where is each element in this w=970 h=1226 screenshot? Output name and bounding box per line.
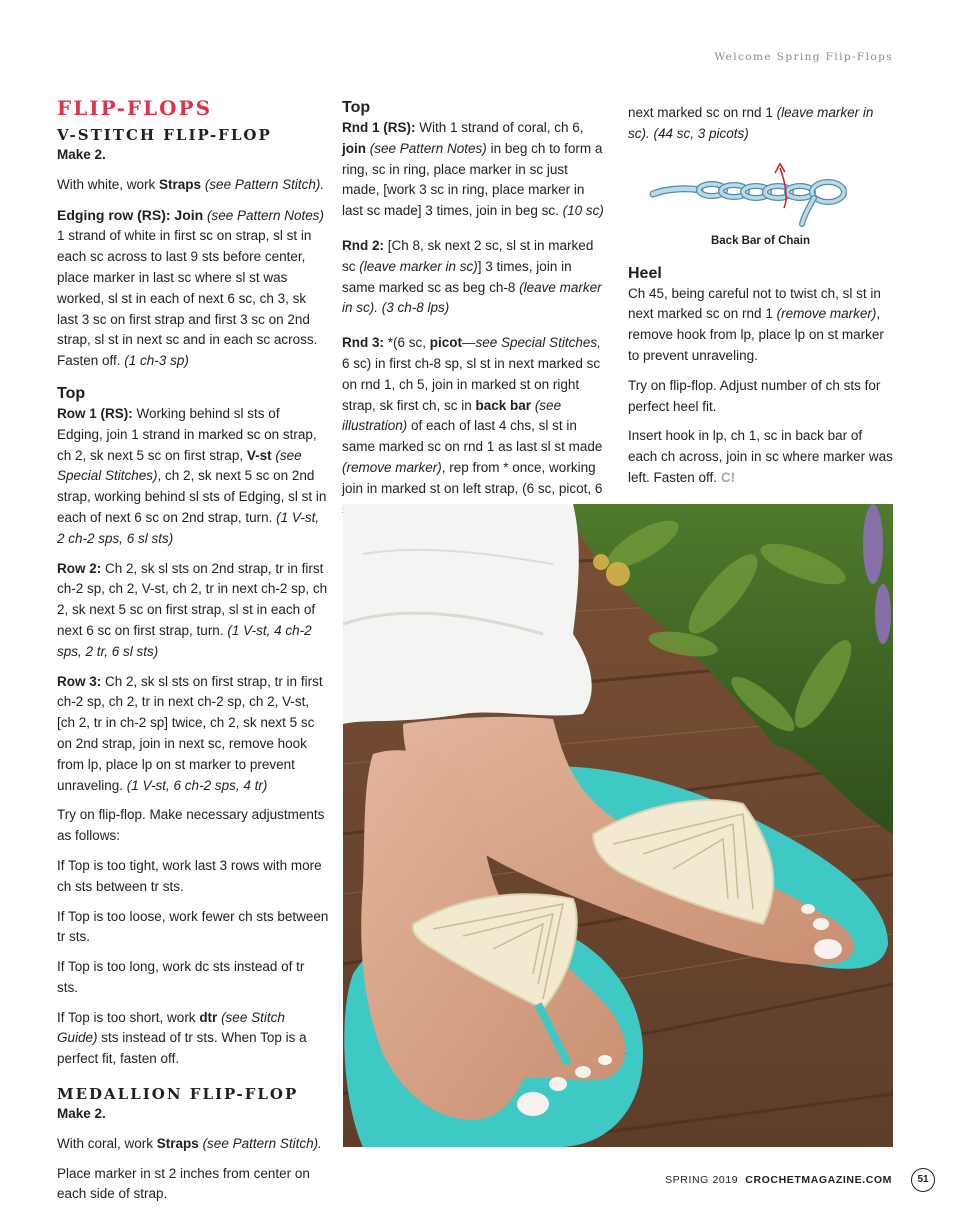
coral-straps-paragraph: With coral, work Straps (see Pattern Stitch). bbox=[57, 1135, 322, 1151]
chain-diagram bbox=[628, 154, 893, 234]
rnd-3-continued: next marked sc on rnd 1 (leave marker in sc). (44 sc, 3 picots) bbox=[628, 105, 874, 141]
row-2-paragraph: Row 2: Ch 2, sk sl sts on 2nd strap, tr in first ch-2 sp, ch 2, V-st, ch 2, tr in next ch-2 sp, ch 2, sk next 5 sc on first strap, sl st in each of next 6 sc on first strap, turn. (1 V-st, 4 ch-2 sps, 2 tr, 6 sl sts) bbox=[57, 560, 328, 659]
photo-illustration bbox=[343, 504, 893, 1147]
edging-row-paragraph: Edging row (RS): Join (see Pattern Notes) 1 strand of white in first sc on strap, sl st in each sc across to last 9 sts before center, place marker in last sc where sl st was worked, sl st in each of next 6 sc, ch 3, sk last 3 sc on first strap and first 3 sc on 2nd strap, sl st in next sc and in each sc across. Fasten off. (1 ch-3 sp) bbox=[57, 206, 325, 369]
issue-label: SPRING 2019 bbox=[665, 1174, 739, 1186]
vstitch-title: V-STITCH FLIP-FLOP bbox=[57, 126, 272, 144]
running-head: Welcome Spring Flip-Flops bbox=[714, 51, 893, 63]
column-1 bbox=[57, 95, 329, 1214]
medallion-title: MEDALLION FLIP-FLOP bbox=[57, 1085, 299, 1104]
heel-heading: Heel bbox=[628, 264, 662, 282]
heel-paragraph: Ch 45, being careful not to twist ch, sl st in next marked sc on rnd 1 (remove marker), remove hook from lp, place lp on st marker to prevent unraveling. bbox=[628, 285, 884, 363]
heel-insert-paragraph: Insert hook in lp, ch 1, sc in back bar of each ch across, join in sc where marker was left. Fasten off. C! bbox=[628, 428, 893, 485]
page-number: 51 bbox=[911, 1168, 935, 1192]
row-3-paragraph: Row 3: Ch 2, sk sl sts on first strap, tr in first ch-2 sp, ch 2, tr in next ch-2 sp, ch 2, V-st, [ch 2, tr in ch-2 sp] twice, ch 2, sk next 5 sc on 2nd strap, join in next sc, remove hook from lp, place lp on st marker to prevent unraveling. (1 V-st, 6 ch-2 sps, 4 tr) bbox=[57, 673, 323, 793]
make-count-2: Make 2. bbox=[57, 1106, 106, 1122]
make-count-1: Make 2. bbox=[57, 147, 106, 162]
flip-flops-photo bbox=[343, 504, 893, 1147]
edging-row-heading: Edging row (RS): Join bbox=[57, 206, 204, 223]
too-loose-paragraph: If Top is too loose, work fewer ch sts between tr sts. bbox=[57, 908, 329, 945]
try-on-paragraph: Try on flip-flop. Make necessary adjustments as follows: bbox=[57, 807, 325, 844]
rnd-3-paragraph: Rnd 3: *(6 sc, picot—see Special Stitches, 6 sc) in first ch-8 sp, sl st in next marked sc on rnd 1, ch 5, join in marked st on right strap, sk first ch, sc in back bar (see illustration) of each of last 4 chs, sl st in same marked sc on rnd 1 as last sl st made (remove marker), rep from * once, working join in marked st on left strap, (6 sc, picot, 6 bbox=[342, 335, 603, 496]
marker-paragraph: Place marker in st 2 inches from center on each side of strap. bbox=[57, 1165, 310, 1202]
site-label: CROCHETMAGAZINE.COM bbox=[745, 1174, 892, 1186]
heel-try-on-paragraph: Try on flip-flop. Adjust number of ch sts for perfect heel fit. bbox=[628, 377, 881, 414]
illustration-caption: Back Bar of Chain bbox=[710, 234, 811, 247]
column-2 bbox=[342, 98, 607, 529]
too-tight-paragraph: If Top is too tight, work last 3 rows with more ch sts between tr sts. bbox=[57, 857, 322, 894]
column-3 bbox=[628, 103, 893, 498]
section-title: FLIP-FLOPS bbox=[57, 96, 213, 120]
too-short-paragraph: If Top is too short, work dtr (see Stitch Guide) sts instead of tr sts. When Top is a perfect fit, fasten off. bbox=[57, 1009, 307, 1067]
row-1-paragraph: Row 1 (RS): Working behind sl sts of Edging, join 1 strand in marked sc on strap, ch 2, sk next 5 sc on first strap, V-st (see Special Stitches), ch 2, sk next 5 sc on 2nd strap, working behind sl sts of Edging, sl st in each of next 6 sc on 2nd strap, turn. (1 V-st, 2 ch-2 sps, 6 sl sts) bbox=[57, 405, 327, 546]
top-heading-medallion: Top bbox=[342, 99, 371, 116]
too-long-paragraph: If Top is too long, work dc sts instead of tr sts. bbox=[57, 959, 305, 995]
rnd-1-paragraph: Rnd 1 (RS): With 1 strand of coral, ch 6, join (see Pattern Notes) in beg ch to form a ring, sc in ring, place marker in sc just made, [work 3 sc in ring, place marker in last sc made] 3 times, join in beg sc. (10 sc) bbox=[342, 120, 604, 219]
page-footer bbox=[665, 1174, 892, 1186]
end-mark-logo: C! bbox=[720, 469, 736, 485]
rnd-2-paragraph: Rnd 2: [Ch 8, sk next 2 sc, sl st in marked sc (leave marker in sc)] 3 times, join in same marked sc as beg ch-8 (leave marker in sc). (3 ch-8 lps) bbox=[342, 237, 602, 316]
white-straps-paragraph: With white, work Straps (see Pattern Stitch). bbox=[57, 176, 325, 192]
top-heading: Top bbox=[57, 384, 86, 402]
back-bar-illustration bbox=[628, 154, 893, 234]
